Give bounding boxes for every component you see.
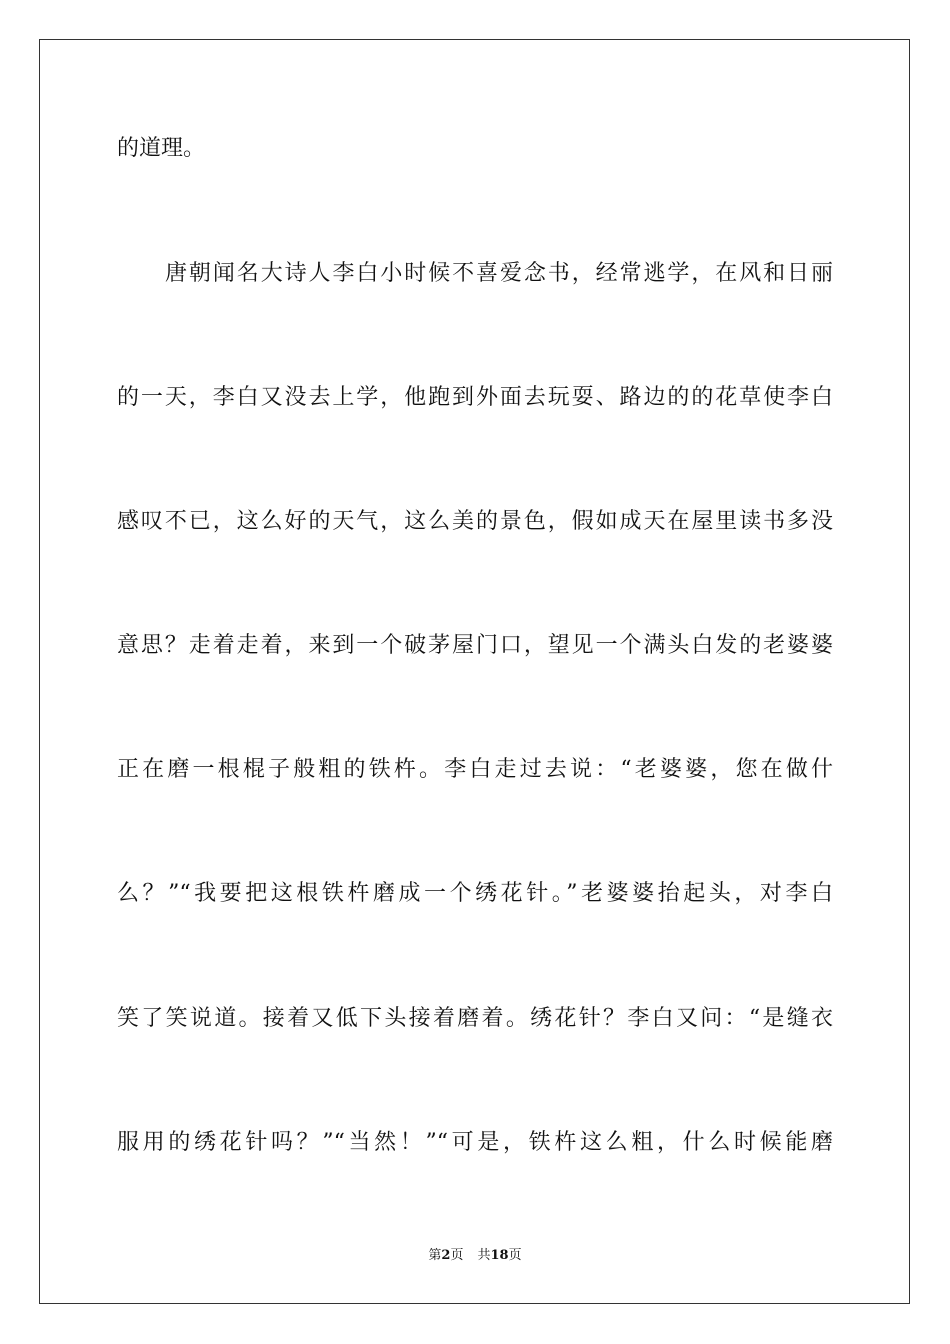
text-line-3: 的一天，李白又没去上学，他跑到外面去玩耍、路边的的花草使李白 bbox=[117, 385, 833, 410]
page-footer bbox=[0, 1247, 950, 1265]
text-line-4: 感叹不已，这么好的天气，这么美的景色，假如成天在屋里读书多没 bbox=[117, 509, 833, 534]
footer-page-number: 2 bbox=[441, 1248, 451, 1263]
footer-page-prefix: 第 bbox=[428, 1248, 442, 1263]
text-line-7: 么？”“我要把这根铁杵磨成一个绣花针。”老婆婆抬起头，对李白 bbox=[117, 881, 833, 906]
footer-total-suffix: 页 bbox=[508, 1248, 522, 1263]
text-line-1: 的道理。 bbox=[117, 136, 206, 161]
text-line-2: 唐朝闻名大诗人李白小时候不喜爱念书，经常逃学，在风和日丽 bbox=[165, 261, 833, 286]
footer-page-suffix: 页 bbox=[450, 1248, 464, 1263]
text-line-6: 正在磨一根棍子般粗的铁杵。李白走过去说：“老婆婆，您在做什 bbox=[117, 757, 833, 782]
text-line-5: 意思？走着走着，来到一个破茅屋门口，望见一个满头白发的老婆婆 bbox=[117, 633, 833, 658]
footer-total-prefix: 共 bbox=[477, 1248, 491, 1263]
text-line-8: 笑了笑说道。接着又低下头接着磨着。绣花针？李白又问：“是缝衣 bbox=[117, 1006, 833, 1031]
page-frame bbox=[39, 39, 910, 1304]
text-line-9: 服用的绣花针吗？”“当然！”“可是，铁杵这么粗，什么时候能磨 bbox=[117, 1130, 833, 1155]
footer-total-pages: 18 bbox=[490, 1248, 509, 1263]
